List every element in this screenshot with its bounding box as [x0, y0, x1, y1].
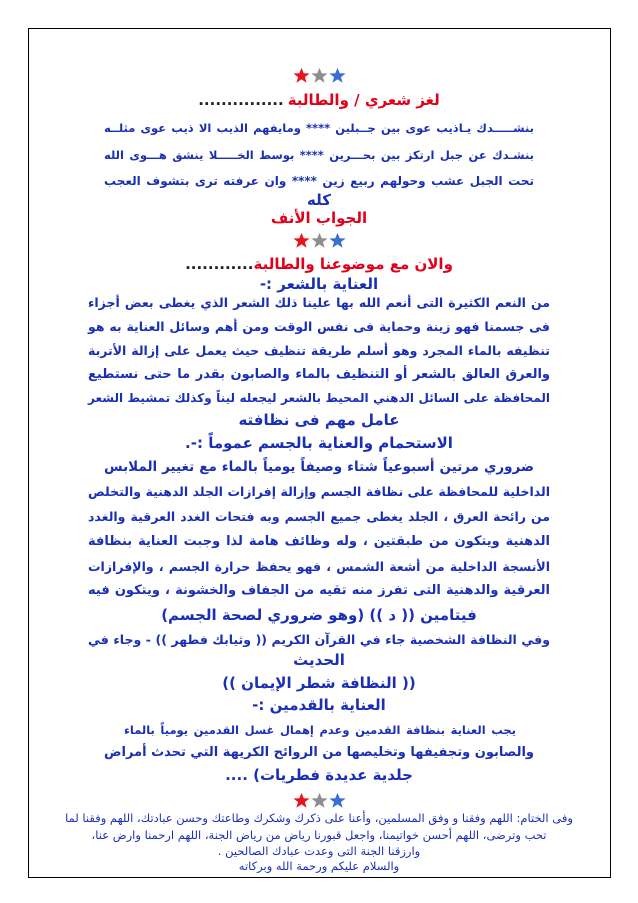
riddle-title-dots: ...............	[198, 91, 284, 109]
paragraph-line: يجب العناية بنظافة القدمين وعدم إهمال غسل القدمين يومياً بالماء	[124, 723, 516, 737]
section-heading: العناية بالشعر :-	[259, 275, 379, 293]
star-icon	[311, 67, 328, 84]
star-icon	[311, 232, 328, 249]
topic-heading	[40, 253, 598, 275]
star-icon	[293, 792, 310, 809]
riddle-title	[40, 89, 598, 111]
star-icon	[329, 232, 346, 249]
closing-line: وارزقنا الجنة التى وعدت عبادك الصالحين .	[217, 844, 421, 858]
hadith-quote: (( النظافة شطر الإيمان ))	[222, 674, 416, 692]
paragraph-line: والعرق العالق بالشعر أو التنظيف بالماء والصابون بقدر ما حتى نستطيع	[88, 367, 550, 382]
paragraph-line: والصابون وتجفيفها وتخليصها من الروائح الكريهة التي تحدث أمراض	[104, 745, 534, 760]
paragraph-line: العرقية والدهنية التى تفرز منه تقيه من الجفاف والخشونة ، ويتكون فيه	[88, 583, 550, 598]
star-divider	[0, 67, 638, 84]
riddle-verse: تحت الجبل عشب وحولهم ربيع زين **** وان عرفته ترى بتشوف العجب	[104, 174, 534, 188]
paragraph-line: الداخلية للمحافظة على نظافة الجسم وإزالة إفرازات الجلد الدهنية والتخلص	[88, 484, 550, 499]
closing-line: وفى الختام: اللهم وفقنا و وفق المسلمين، وأعنا على ذكرك وشكرك وطاعتك وحسن عبادتك، اللهم وفقنا لما	[65, 811, 573, 825]
paragraph-line: المحافظة على السائل الدهني المحيط بالشعر ليجعله ليناً وكذلك تمشيط الشعر	[88, 391, 550, 405]
closing-line: تحب وترضى، اللهم أحسن خواتيمنا، واجعل قبورنا رياض من رياض الجنة، اللهم ارحمنا وارض عنا،	[91, 828, 547, 842]
paragraph-line: تنظيفه بالماء المجرد وهو أسلم طريقة تنظيف حيث يعمل على إزالة الأتربة	[88, 343, 550, 358]
riddle-title-text: لغز شعري / والطالبة	[287, 91, 440, 109]
paragraph-line: وفي النظافة الشخصية جاء في القرآن الكريم (( وثيابك فطهر )) - وجاء في	[88, 632, 550, 647]
star-divider	[0, 232, 638, 249]
paragraph-line: فيتامين (( د )) (وهو ضروري لصحة الجسم)	[161, 606, 477, 624]
riddle-answer: الجواب الأنف	[270, 209, 368, 227]
paragraph-line: جلدية عديدة فطريات) ....	[225, 766, 413, 784]
section-heading: العناية بالقدمين :-	[252, 696, 386, 714]
riddle-verse: بنشـــــدك يـاذيب عوى بين جــبلين **** ومايفهم الذيب الا ذيب عوى مثلــه	[104, 121, 534, 135]
closing-line: والسلام عليكم ورحمة الله وبركاته	[238, 859, 400, 873]
star-icon	[329, 67, 346, 84]
riddle-verse: بنشـدك عن جبل ارتكز بين بحـــرين **** بوسط الخـــــلا ينشق هـــوى الله	[104, 148, 534, 162]
paragraph-line: ضروري مرتين أسبوعياً شتاء وصيفاً يومياً بالماء مع تغيير الملابس	[104, 459, 534, 475]
paragraph-line: من رائحة العرق ، الجلد يغطى جميع الجسم وبه فتحات الغدد العرقية والغدد	[88, 509, 550, 524]
paragraph-line: عامل مهم فى نظافته	[238, 411, 400, 429]
paragraph-line: الأنسجة الداخلية من أشعة الشمس ، فهو يحفظ حرارة الجسم ، والإفرازات	[88, 559, 550, 574]
star-icon	[293, 67, 310, 84]
star-divider	[0, 792, 638, 809]
topic-heading-text: والان مع موضوعنا والطالبة	[253, 255, 453, 273]
star-icon	[293, 232, 310, 249]
paragraph-line: الدهنية ويتكون من طبقتين ، وله وظائف هامة لذا وجبت العناية بنظافة	[88, 534, 550, 549]
topic-heading-dots: ............	[185, 255, 254, 273]
star-icon	[311, 792, 328, 809]
riddle-verse: كله	[307, 191, 331, 209]
paragraph-line: فى جسمنا فهو زينة وحماية فى نفس الوقت ومن أهم وسائل العناية به هو	[88, 319, 550, 334]
paragraph-line: الحديث	[293, 651, 345, 669]
star-icon	[329, 792, 346, 809]
paragraph-line: من النعم الكثيرة التى أنعم الله بها علينا ذلك الشعر الذي يغطى بعض أجزاء	[88, 295, 550, 310]
section-heading: الاستحمام والعناية بالجسم عموماً :-.	[185, 434, 453, 452]
